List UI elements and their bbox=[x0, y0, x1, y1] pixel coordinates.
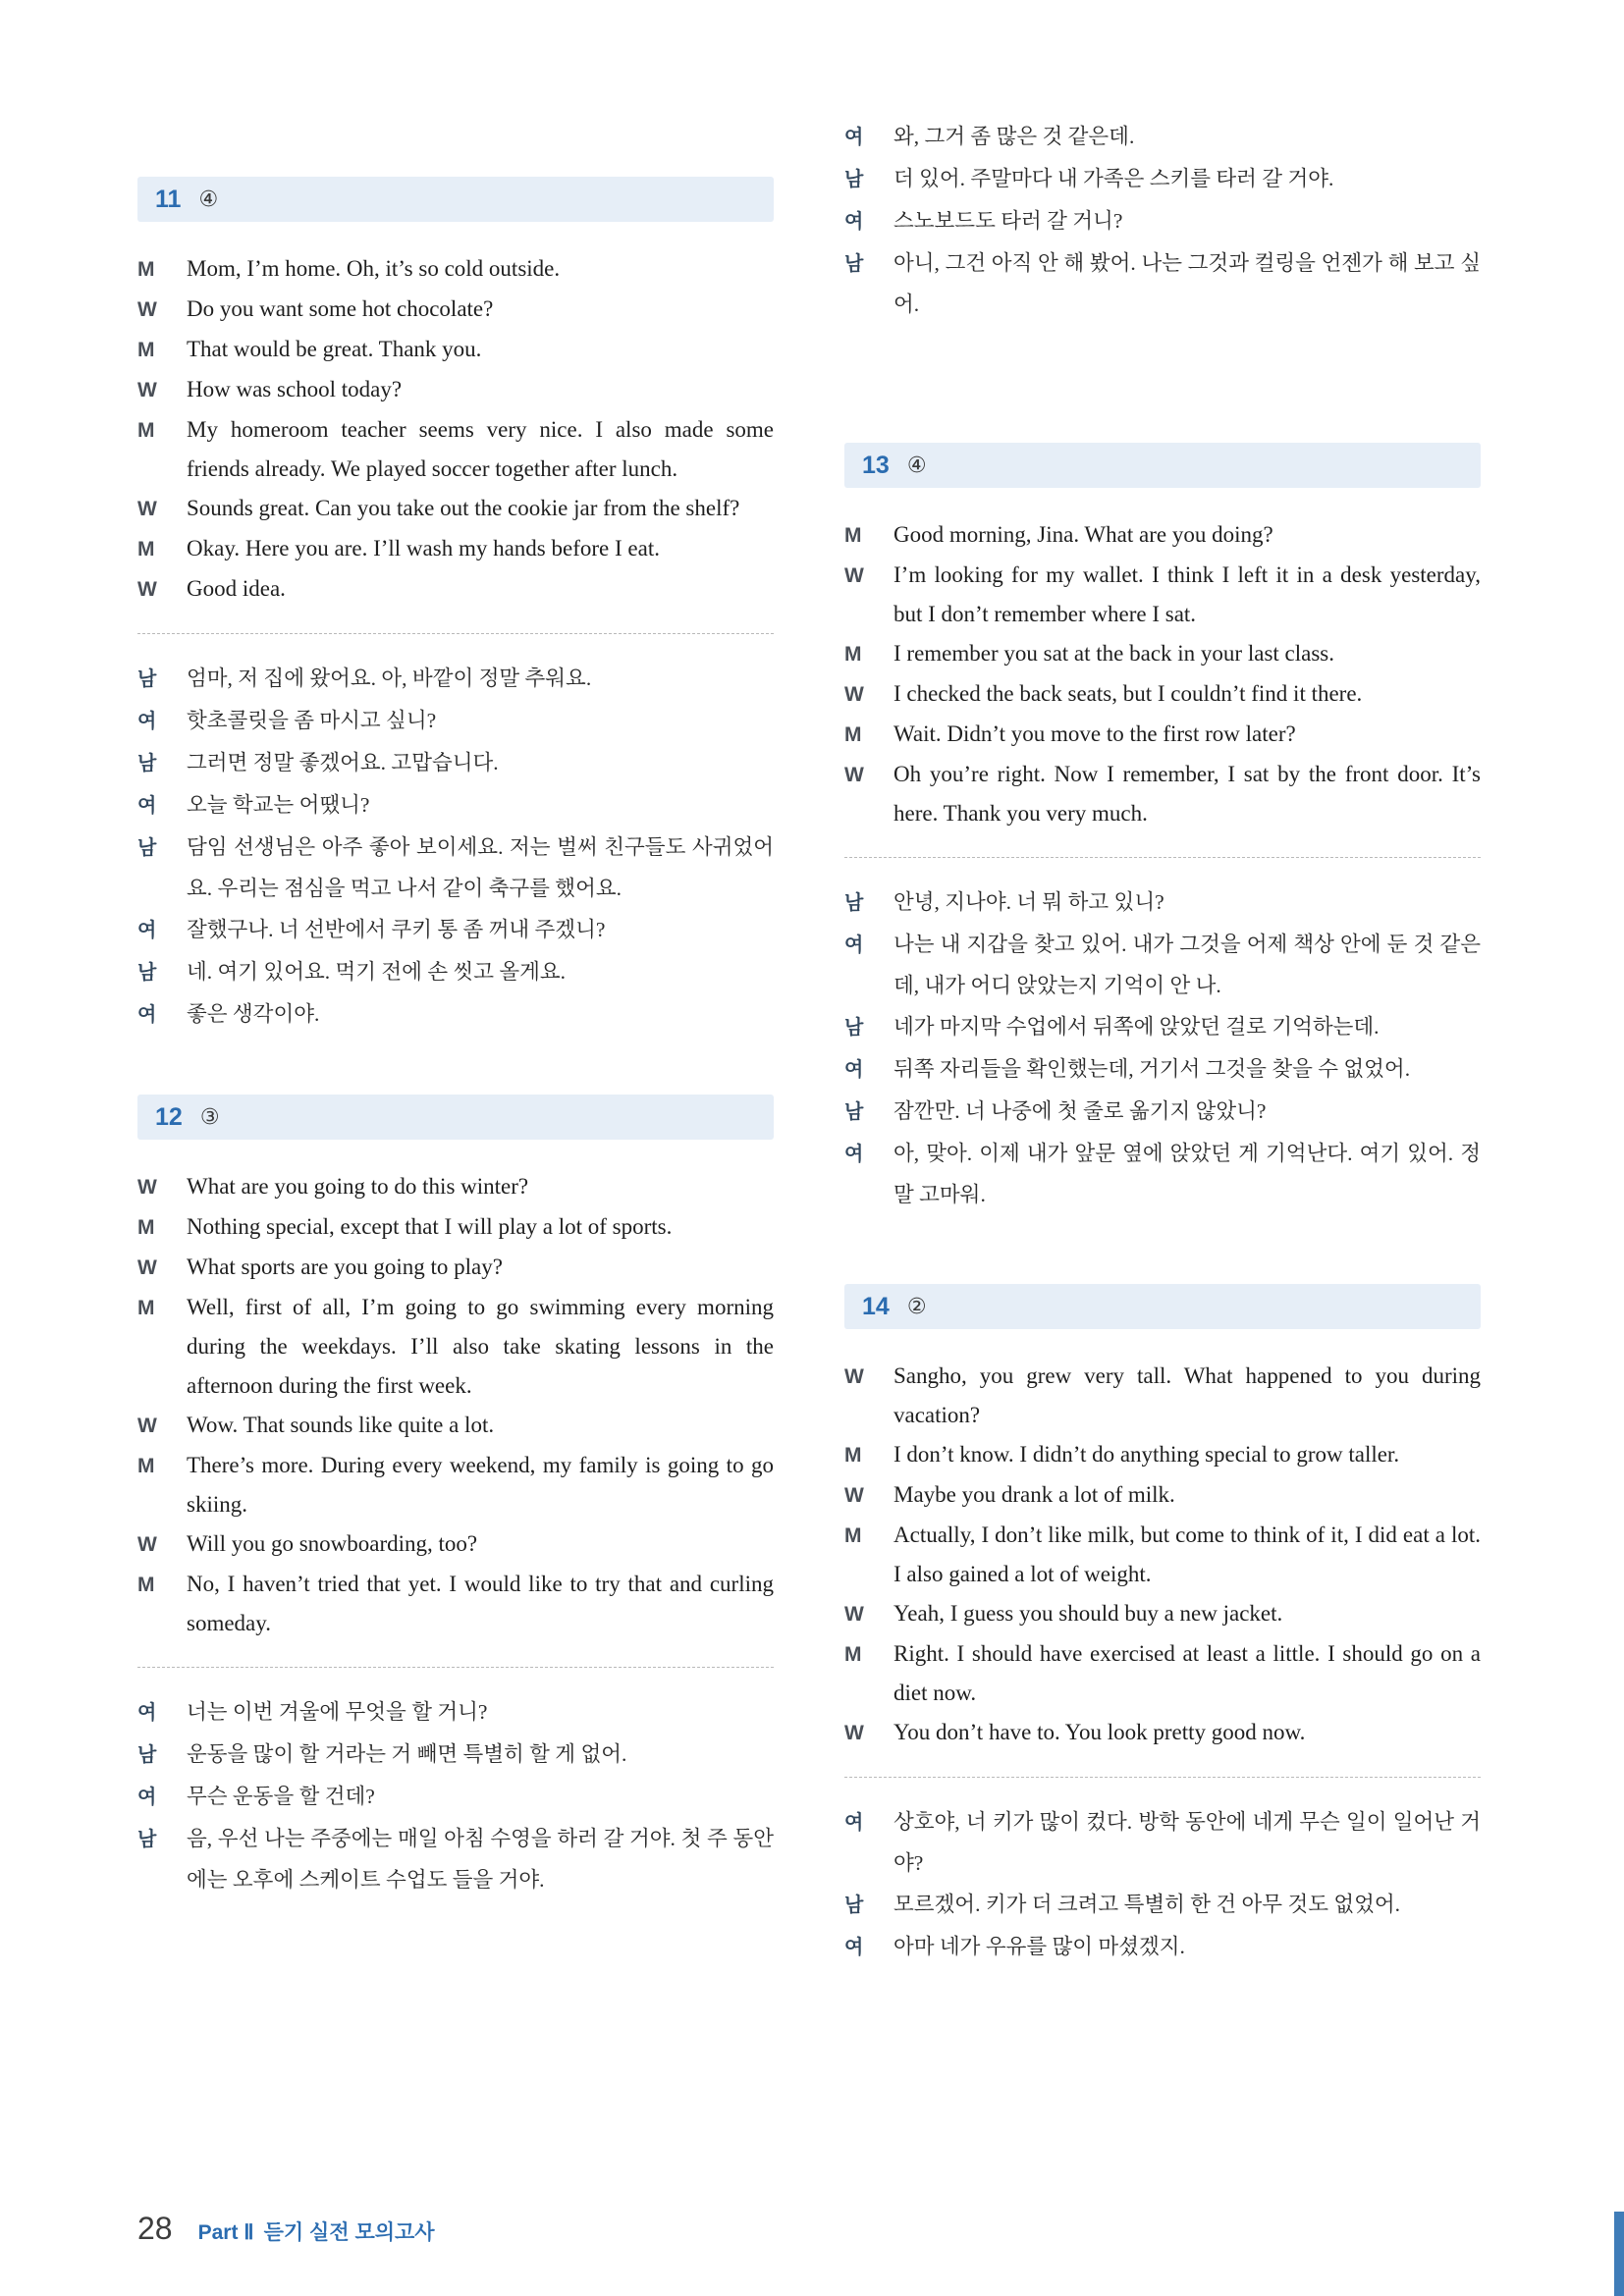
dialogue-text: 담임 선생님은 아주 좋아 보이세요. 저는 벌써 친구들도 사귀었어요. 우리는 점심을 먹고 나서 같이 축구를 했어요. bbox=[187, 835, 774, 900]
dialogue-text: I remember you sat at the back in your last class. bbox=[893, 641, 1334, 666]
dialogue-text: 네. 여기 있어요. 먹기 전에 손 씻고 올게요. bbox=[187, 960, 567, 984]
dialogue-text: Maybe you drank a lot of milk. bbox=[893, 1482, 1175, 1507]
dialogue-text: That would be great. Thank you. bbox=[187, 337, 482, 361]
speaker-label: W bbox=[844, 683, 864, 706]
answer-mark: ④ bbox=[906, 453, 927, 478]
dialogue-line bbox=[137, 1167, 774, 1207]
dialogue-text: No, I haven’t tried that yet. I would like to try that and curling someday. bbox=[187, 1572, 774, 1635]
speaker-label: 남 bbox=[844, 1895, 864, 1916]
left-column bbox=[137, 177, 774, 1900]
dialogue-ko bbox=[844, 881, 1481, 1215]
page-footer bbox=[137, 2211, 435, 2247]
speaker-label: M bbox=[137, 1455, 155, 1477]
question-header bbox=[844, 1284, 1481, 1329]
speaker-label: W bbox=[844, 764, 864, 786]
spacer bbox=[844, 1215, 1481, 1284]
dialogue-line bbox=[137, 330, 774, 370]
dialogue-line bbox=[137, 909, 774, 951]
dialogue-line bbox=[844, 1091, 1481, 1133]
speaker-label: W bbox=[844, 564, 864, 587]
speaker-label: 남 bbox=[137, 1829, 157, 1850]
speaker-label: M bbox=[844, 524, 862, 547]
dialogue-line bbox=[137, 1288, 774, 1406]
dialogue-text: 엄마, 저 집에 왔어요. 아, 바깥이 정말 추워요. bbox=[187, 667, 592, 690]
dialogue-line bbox=[137, 1406, 774, 1446]
speaker-label: M bbox=[844, 643, 862, 666]
dialogue-text: Sounds great. Can you take out the cookie jar from the shelf? bbox=[187, 496, 740, 520]
dialogue-ko bbox=[137, 1691, 774, 1900]
dialogue-line bbox=[844, 1713, 1481, 1753]
speaker-label: 남 bbox=[137, 837, 157, 859]
section-divider bbox=[844, 1777, 1481, 1778]
dialogue-line bbox=[844, 1006, 1481, 1048]
speaker-label: 여 bbox=[137, 1787, 157, 1808]
dialogue-text: 잘했구나. 너 선반에서 쿠키 통 좀 꺼내 주겠니? bbox=[187, 918, 606, 941]
answer-mark: ③ bbox=[199, 1104, 220, 1130]
dialogue-ko bbox=[844, 116, 1481, 325]
speaker-label: 여 bbox=[844, 1144, 864, 1165]
dialogue-text: Well, first of all, I’m going to go swimming every morning during the weekdays. I’ll also take skating lessons in the afternoon during the first week. bbox=[187, 1295, 774, 1398]
question-number: 12 bbox=[155, 1102, 183, 1131]
dialogue-text: 뒤쪽 자리들을 확인했는데, 거기서 그것을 찾을 수 없었어. bbox=[893, 1057, 1411, 1081]
speaker-label: M bbox=[844, 1444, 862, 1467]
dialogue-text: I don’t know. I didn’t do anything special to grow taller. bbox=[893, 1442, 1400, 1467]
dialogue-text: 더 있어. 주말마다 내 가족은 스키를 타러 갈 거야. bbox=[893, 167, 1334, 190]
dialogue-text: 상호야, 너 키가 많이 컸다. 방학 동안에 네게 무슨 일이 일어난 거야? bbox=[893, 1810, 1481, 1875]
question-header bbox=[137, 1095, 774, 1140]
footer-title: 듣기 실전 모의고사 bbox=[263, 2221, 435, 2244]
speaker-label: 여 bbox=[844, 934, 864, 956]
dialogue-line bbox=[137, 1207, 774, 1248]
speaker-label: 남 bbox=[137, 1744, 157, 1766]
dialogue-line bbox=[137, 1818, 774, 1900]
dialogue-text: 와, 그거 좀 많은 것 같은데. bbox=[893, 125, 1135, 148]
speaker-label: W bbox=[137, 379, 157, 401]
dialogue-line bbox=[844, 715, 1481, 755]
dialogue-line bbox=[844, 1884, 1481, 1926]
speaker-label: W bbox=[137, 298, 157, 321]
dialogue-en bbox=[844, 1357, 1481, 1753]
dialogue-line bbox=[137, 993, 774, 1036]
dialogue-en bbox=[844, 515, 1481, 833]
dialogue-text: Sangho, you grew very tall. What happened to you during vacation? bbox=[893, 1363, 1481, 1427]
speaker-label: W bbox=[844, 1603, 864, 1626]
dialogue-en bbox=[137, 249, 774, 610]
dialogue-text: Do you want some hot chocolate? bbox=[187, 296, 494, 321]
dialogue-text: My homeroom teacher seems very nice. I also made some friends already. We played soccer together after lunch. bbox=[187, 417, 774, 481]
dialogue-line bbox=[137, 410, 774, 489]
dialogue-line bbox=[137, 1248, 774, 1288]
speaker-label: W bbox=[844, 1365, 864, 1388]
dialogue-text: 모르겠어. 키가 더 크려고 특별히 한 건 아무 것도 없었어. bbox=[893, 1893, 1401, 1916]
question-header bbox=[137, 177, 774, 222]
dialogue-text: Wait. Didn’t you move to the first row later? bbox=[893, 721, 1296, 746]
speaker-label: W bbox=[137, 1415, 157, 1437]
speaker-label: M bbox=[137, 1574, 155, 1596]
dialogue-line bbox=[137, 1524, 774, 1565]
dialogue-text: There’s more. During every weekend, my family is going to go skiing. bbox=[187, 1453, 774, 1517]
dialogue-text: Good idea. bbox=[187, 576, 286, 601]
dialogue-text: What sports are you going to play? bbox=[187, 1255, 503, 1279]
speaker-label: W bbox=[844, 1722, 864, 1744]
dialogue-line bbox=[844, 924, 1481, 1006]
speaker-label: W bbox=[137, 1256, 157, 1279]
speaker-label: 남 bbox=[844, 253, 864, 275]
speaker-label: M bbox=[844, 1524, 862, 1547]
speaker-label: 여 bbox=[844, 211, 864, 233]
speaker-label: 여 bbox=[137, 795, 157, 817]
dialogue-line bbox=[844, 1475, 1481, 1516]
speaker-label: 여 bbox=[137, 1702, 157, 1724]
dialogue-text: 음, 우선 나는 주중에는 매일 아침 수영을 하러 갈 거야. 첫 주 동안에는 오후에 스케이트 수업도 들을 거야. bbox=[187, 1827, 774, 1892]
dialogue-line bbox=[844, 1926, 1481, 1968]
speaker-label: M bbox=[137, 339, 155, 361]
section-divider bbox=[844, 857, 1481, 858]
speaker-label: W bbox=[137, 1533, 157, 1556]
speaker-label: M bbox=[844, 723, 862, 746]
dialogue-line bbox=[844, 1516, 1481, 1594]
dialogue-text: 스노보드도 타러 갈 거니? bbox=[893, 209, 1123, 233]
dialogue-text: Okay. Here you are. I’ll wash my hands before I eat. bbox=[187, 536, 660, 561]
dialogue-line bbox=[844, 755, 1481, 833]
dialogue-text: Mom, I’m home. Oh, it’s so cold outside. bbox=[187, 256, 561, 281]
speaker-label: 남 bbox=[137, 962, 157, 984]
dialogue-text: How was school today? bbox=[187, 377, 403, 401]
section-divider bbox=[137, 1667, 774, 1668]
section-divider bbox=[137, 633, 774, 634]
spacer bbox=[844, 325, 1481, 443]
dialogue-text: 아마 네가 우유를 많이 마셨겠지. bbox=[893, 1935, 1185, 1958]
dialogue-line bbox=[137, 290, 774, 330]
dialogue-text: Nothing special, except that I will play a lot of sports. bbox=[187, 1214, 673, 1239]
speaker-label: M bbox=[137, 258, 155, 281]
speaker-label: W bbox=[137, 578, 157, 601]
dialogue-line bbox=[844, 158, 1481, 200]
dialogue-text: 잠깐만. 너 나중에 첫 줄로 옮기지 않았니? bbox=[893, 1099, 1267, 1123]
speaker-label: W bbox=[137, 498, 157, 520]
dialogue-ko bbox=[137, 658, 774, 1036]
dialogue-text: I checked the back seats, but I couldn’t find it there. bbox=[893, 681, 1363, 706]
dialogue-line bbox=[137, 951, 774, 993]
dialogue-line bbox=[844, 1435, 1481, 1475]
question-number: 13 bbox=[862, 451, 890, 479]
dialogue-text: 나는 내 지갑을 찾고 있어. 내가 그것을 어제 책상 안에 둔 것 같은데, 내가 어디 앉았는지 기억이 안 나. bbox=[893, 933, 1481, 997]
dialogue-line bbox=[137, 569, 774, 610]
dialogue-text: 핫초콜릿을 좀 마시고 싶니? bbox=[187, 709, 437, 732]
speaker-label: M bbox=[137, 538, 155, 561]
dialogue-text: Oh you’re right. Now I remember, I sat by the front door. It’s here. Thank you very much. bbox=[893, 762, 1481, 826]
dialogue-line bbox=[844, 1357, 1481, 1435]
speaker-label: 남 bbox=[137, 753, 157, 774]
question-number: 14 bbox=[862, 1292, 890, 1320]
dialogue-line bbox=[137, 742, 774, 784]
dialogue-line bbox=[137, 489, 774, 529]
speaker-label: W bbox=[137, 1176, 157, 1199]
dialogue-line bbox=[844, 200, 1481, 242]
dialogue-text: Actually, I don’t like milk, but come to think of it, I did eat a lot. I also gained a lot of weight. bbox=[893, 1522, 1481, 1586]
dialogue-line bbox=[844, 515, 1481, 556]
dialogue-text: I’m looking for my wallet. I think I left it in a desk yesterday, but I don’t remember where I sat. bbox=[893, 562, 1481, 626]
dialogue-text: Wow. That sounds like quite a lot. bbox=[187, 1413, 495, 1437]
dialogue-line bbox=[137, 1776, 774, 1818]
dialogue-line bbox=[844, 1801, 1481, 1884]
dialogue-line bbox=[844, 1133, 1481, 1215]
dialogue-text: 그러면 정말 좋겠어요. 고맙습니다. bbox=[187, 751, 499, 774]
speaker-label: M bbox=[137, 1297, 155, 1319]
dialogue-line bbox=[844, 556, 1481, 634]
dialogue-text: Right. I should have exercised at least a little. I should go on a diet now. bbox=[893, 1641, 1481, 1705]
dialogue-line bbox=[137, 249, 774, 290]
dialogue-line bbox=[844, 242, 1481, 325]
dialogue-text: 무슨 운동을 할 건데? bbox=[187, 1785, 375, 1808]
dialogue-line bbox=[137, 700, 774, 742]
dialogue-text: 아, 맞아. 이제 내가 앞문 옆에 앉았던 게 기억난다. 여기 있어. 정말 고마워. bbox=[893, 1142, 1481, 1206]
dialogue-line bbox=[844, 674, 1481, 715]
dialogue-line bbox=[137, 529, 774, 569]
page-edge-tab bbox=[1614, 2212, 1624, 2296]
speaker-label: 여 bbox=[844, 127, 864, 148]
dialogue-line bbox=[844, 1048, 1481, 1091]
dialogue-line bbox=[844, 634, 1481, 674]
speaker-label: 여 bbox=[844, 1812, 864, 1834]
dialogue-line bbox=[137, 1446, 774, 1524]
dialogue-line bbox=[137, 658, 774, 700]
footer-part-label: Part Ⅱ bbox=[197, 2221, 254, 2244]
answer-mark: ④ bbox=[198, 187, 219, 212]
dialogue-text: Yeah, I guess you should buy a new jacket. bbox=[893, 1601, 1283, 1626]
speaker-label: 여 bbox=[844, 1059, 864, 1081]
speaker-label: W bbox=[844, 1484, 864, 1507]
dialogue-text: Good morning, Jina. What are you doing? bbox=[893, 522, 1273, 547]
dialogue-text: Will you go snowboarding, too? bbox=[187, 1531, 478, 1556]
dialogue-line bbox=[844, 116, 1481, 158]
dialogue-line bbox=[137, 784, 774, 827]
dialogue-line bbox=[844, 1634, 1481, 1713]
dialogue-text: 안녕, 지나야. 너 뭐 하고 있니? bbox=[893, 890, 1164, 914]
speaker-label: M bbox=[137, 1216, 155, 1239]
dialogue-line bbox=[844, 881, 1481, 924]
dialogue-line bbox=[844, 1594, 1481, 1634]
dialogue-ko bbox=[844, 1801, 1481, 1968]
page-number: 28 bbox=[137, 2211, 173, 2246]
speaker-label: 여 bbox=[137, 1004, 157, 1026]
dialogue-line bbox=[137, 1691, 774, 1734]
dialogue-line bbox=[137, 1734, 774, 1776]
speaker-label: 남 bbox=[844, 169, 864, 190]
dialogue-text: 좋은 생각이야. bbox=[187, 1002, 320, 1026]
dialogue-en bbox=[137, 1167, 774, 1643]
dialogue-text: 네가 마지막 수업에서 뒤쪽에 앉았던 걸로 기억하는데. bbox=[893, 1015, 1380, 1039]
speaker-label: 여 bbox=[137, 711, 157, 732]
speaker-label: 여 bbox=[844, 1937, 864, 1958]
question-number: 11 bbox=[155, 185, 182, 213]
question-header bbox=[844, 443, 1481, 488]
answer-mark: ② bbox=[906, 1294, 927, 1319]
speaker-label: M bbox=[844, 1643, 862, 1666]
speaker-label: 남 bbox=[844, 1101, 864, 1123]
dialogue-text: 오늘 학교는 어땠니? bbox=[187, 793, 370, 817]
dialogue-text: 아니, 그건 아직 안 해 봤어. 나는 그것과 컬링을 언젠가 해 보고 싶어. bbox=[893, 251, 1481, 316]
dialogue-text: 너는 이번 겨울에 무엇을 할 거니? bbox=[187, 1700, 488, 1724]
dialogue-line bbox=[137, 827, 774, 909]
speaker-label: 남 bbox=[137, 668, 157, 690]
speaker-label: M bbox=[137, 419, 155, 442]
spacer bbox=[137, 1036, 774, 1095]
speaker-label: 남 bbox=[844, 1017, 864, 1039]
dialogue-text: 운동을 많이 할 거라는 거 빼면 특별히 할 게 없어. bbox=[187, 1742, 627, 1766]
dialogue-text: What are you going to do this winter? bbox=[187, 1174, 529, 1199]
dialogue-text: You don’t have to. You look pretty good now. bbox=[893, 1720, 1306, 1744]
dialogue-line bbox=[137, 370, 774, 410]
speaker-label: 남 bbox=[844, 892, 864, 914]
dialogue-line bbox=[137, 1565, 774, 1643]
speaker-label: 여 bbox=[137, 920, 157, 941]
right-column bbox=[844, 116, 1481, 1968]
